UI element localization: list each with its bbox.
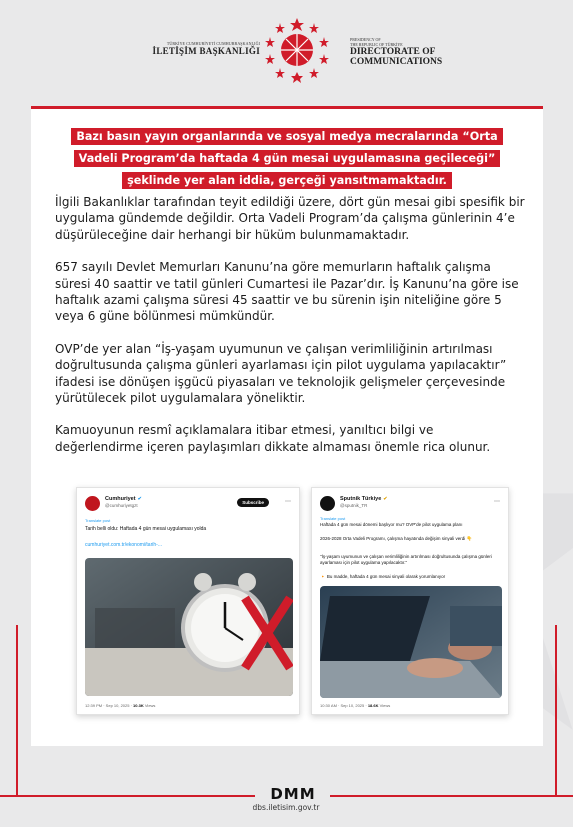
header-right-title — [350, 37, 490, 67]
avatar — [320, 496, 335, 511]
account-handle: @sputnik_TR — [340, 503, 368, 508]
header — [0, 14, 573, 94]
tweet-text-1: Haftada 4 gün mesai dönemi başlıyor mu? OVP'de pilot uygulama planı — [320, 522, 463, 527]
frame-line-left — [16, 625, 18, 795]
account-name-wrap — [340, 496, 387, 502]
frame-line-bottom-left — [0, 795, 255, 797]
laptop-typing-image — [320, 586, 502, 698]
tweet-text: Tarih belli oldu: Haftada 4 gün mesai uygulaması yolda — [85, 526, 207, 532]
header-right-big-1: DIRECTORATE OF — [350, 47, 436, 57]
subscribe-button[interactable]: Subscribe — [237, 498, 269, 507]
alarm-clock-image — [85, 558, 293, 696]
more-options-icon[interactable]: ⋯ — [494, 499, 500, 505]
account-name: Cumhuriyet — [105, 496, 136, 502]
paragraph-3: OVP’de yer alan “İş-yaşam uyumunun ve çalışan verimliliğinin artırılması doğrultusunda çalışma günleri ayarlaması için pilot uygulama yapılacaktır” ifadesi ise dönüşen işgücü piyasaları ve teknolojik gelişmeler çerçevesinde yürütülecek pilot uygulamalara yöneliktir. — [55, 341, 507, 406]
header-left-big: İLETİŞİM BAŞKANLIĞI — [152, 46, 260, 56]
footer-url[interactable]: dbs.iletisim.gov.tr — [252, 803, 320, 812]
header-right-big-2: COMMUNICATIONS — [350, 57, 443, 67]
more-options-icon[interactable]: ⋯ — [285, 499, 291, 505]
paragraph-1: İlgili Bakanlıklar tarafından teyit edildiği üzere, dört gün mesai gibi spesifik bir uygulama gündemde değildir. Orta Vadeli Program’da çalışma günlerinin 4’e düşürüleceğine dair herhangi bir hüküm bulunmamaktadır. — [55, 195, 525, 242]
verified-icon: ✔ — [137, 496, 142, 502]
account-name-wrap — [105, 496, 142, 502]
headline-line-3: şeklinde yer alan iddia, gerçeği yansıtmamaktadır. — [122, 172, 452, 189]
account-name: Sputnik Türkiye — [340, 496, 382, 502]
translate-link[interactable]: Translate post — [320, 516, 346, 521]
tweet-text-3: "İş-yaşam uyumunun ve çalışan verimliliğinin artırılması doğrultusunda çalışma günleri ayarlaması için pilot uygulama yapılacaktır." — [320, 554, 492, 565]
tweet-sputnik — [311, 487, 509, 715]
account-handle: @cumhuriyetgzt — [105, 503, 138, 508]
avatar — [85, 496, 100, 511]
frame-line-bottom-right — [330, 795, 573, 797]
translate-link[interactable]: Translate post — [85, 518, 111, 523]
header-right-small-1: PRESIDENCY OF — [350, 37, 381, 42]
header-left-small: TÜRKİYE CUMHURİYETİ CUMHURBAŞKANLIĞI — [166, 41, 260, 46]
tweet-header — [320, 496, 500, 514]
tweet-time: 12:39 PM · Sep 10, 2025 · — [85, 703, 134, 708]
tweet-header — [85, 496, 291, 514]
tweet-text-2: 2026-2028 Orta Vadeli Programı, çalışma hayatında değişim sinyali verdi 👇 — [320, 536, 473, 541]
tweet-views: 10.3K — [133, 703, 144, 708]
dmm-logo: DMM — [270, 785, 316, 803]
header-left-title — [140, 41, 260, 56]
tweet-time: 10:30 AM · Sep 10, 2025 · — [320, 703, 368, 708]
content-card — [31, 106, 543, 746]
headline-line-2: Vadeli Program’da haftada 4 gün mesai uygulamasına geçileceği” — [74, 150, 501, 167]
body-text — [55, 194, 525, 471]
tweet-views: 18.6K — [367, 703, 379, 708]
tweet-text-4: 🔸 Bu madde, haftada 4 gün mesai sinyali olarak yorumlanıyor — [320, 574, 446, 579]
tweet-footer — [85, 703, 155, 708]
header-right-small-2: THE REPUBLIC OF TÜRKİYE — [350, 42, 403, 47]
tweet-views-label: Views — [378, 703, 391, 708]
presidential-emblem-icon — [262, 14, 332, 84]
paragraph-2: 657 sayılı Devlet Memurları Kanunu’na göre memurların haftalık çalışma süresi 40 saattir ve tatil günleri Cumartesi ile Pazar’dır. İş Kanunu’na göre ise haftalık azami çalışma süresi 45 saattir ve bu sürenin işin niteliğine göre 5 veya 6 güne bölünmesi mümkündür. — [55, 260, 519, 324]
verified-icon: ✔ — [383, 496, 388, 502]
tweet-footer — [320, 703, 390, 708]
headline — [31, 125, 543, 191]
tweet-link[interactable]: cumhuriyet.com.tr/ekonomi/tarih-... — [85, 542, 162, 548]
frame-line-right — [555, 625, 557, 795]
headline-line-1: Bazı basın yayın organlarında ve sosyal medya mecralarında “Orta — [71, 128, 502, 145]
tweet-cumhuriyet — [76, 487, 300, 715]
paragraph-4: Kamuoyunun resmî açıklamalara itibar etmesi, yanıltıcı bilgi ve değerlendirme içeren paylaşımları dikkate almaması önemle rica olunur. — [55, 423, 491, 454]
tweet-views-label: Views — [143, 703, 156, 708]
